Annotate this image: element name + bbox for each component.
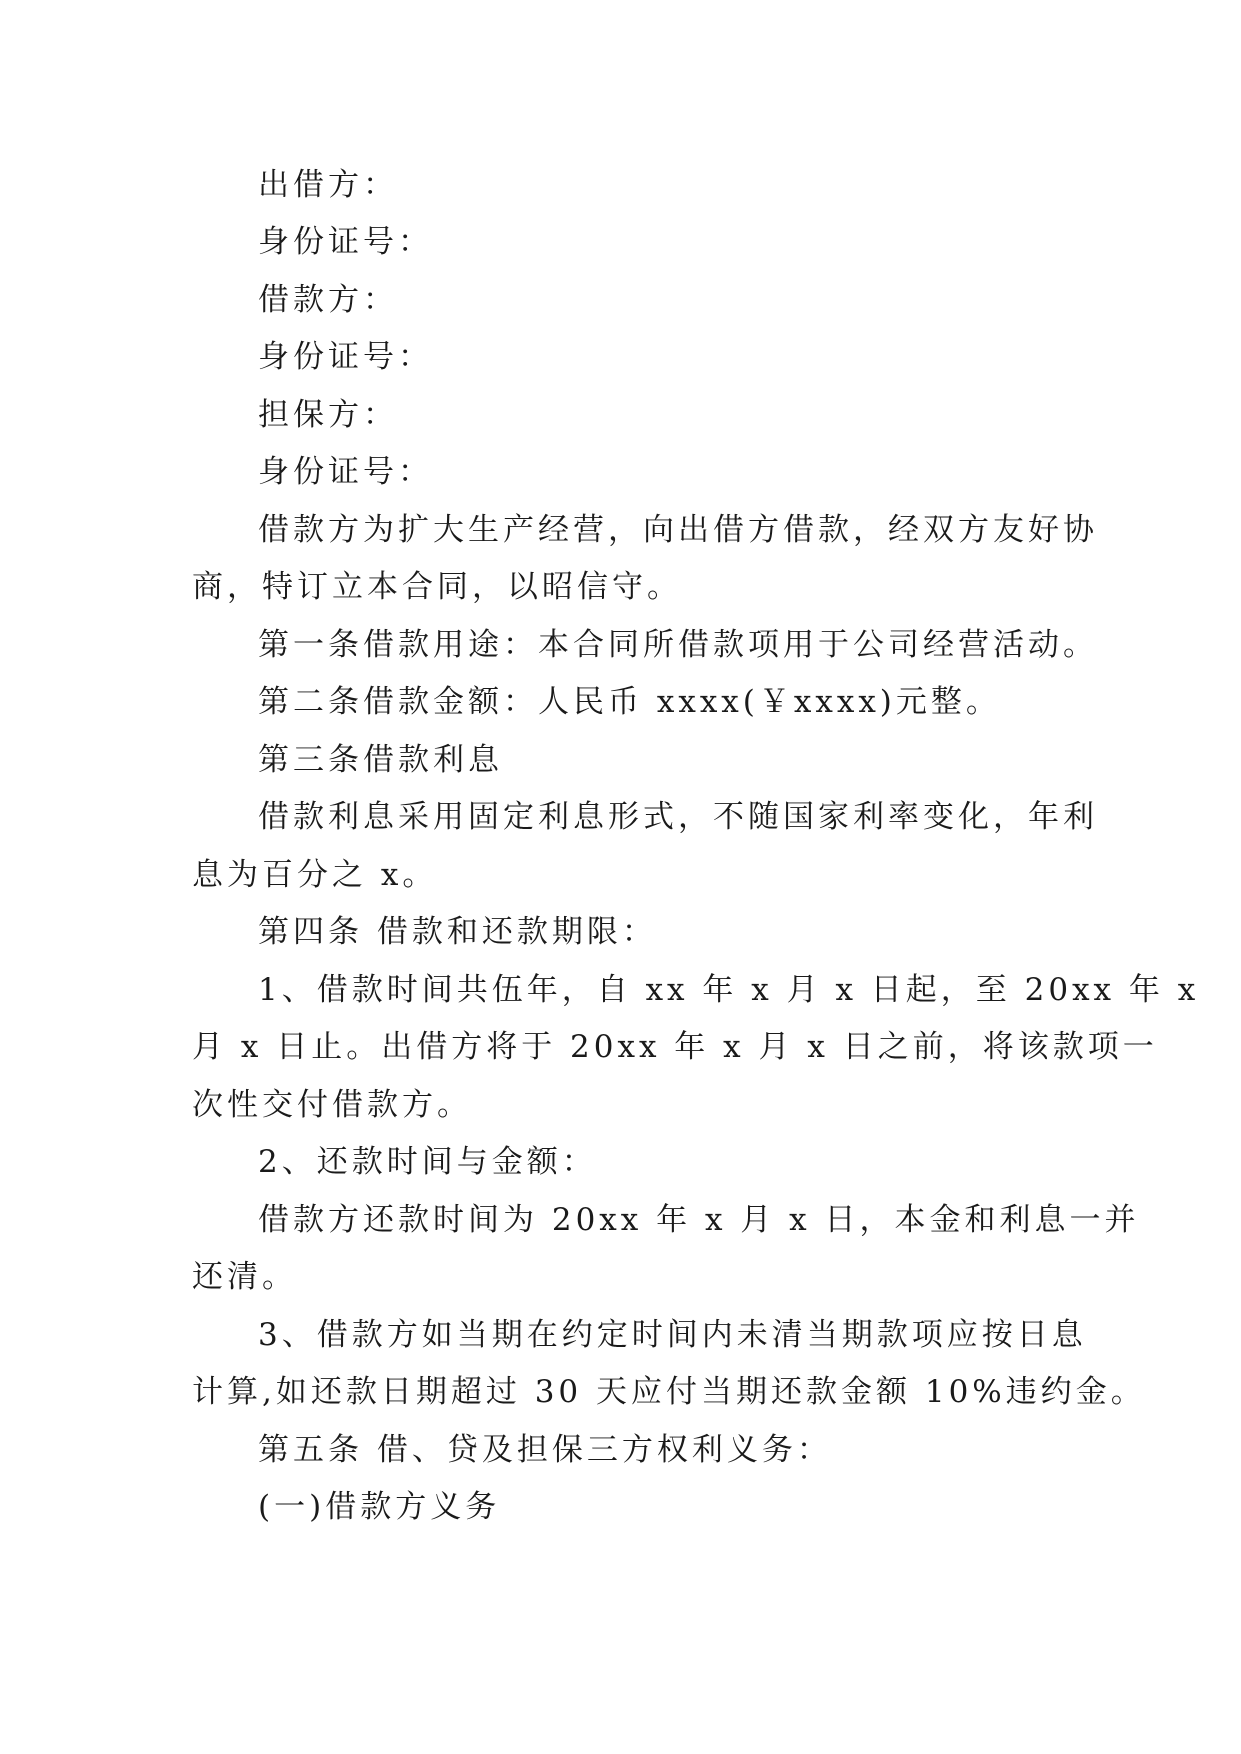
article-4-item-1-line-2: 月 x 日止。出借方将于 20xx 年 x 月 x 日之前，将该款项一: [192, 1029, 1158, 1065]
guarantor-id-label: 身份证号：: [258, 454, 433, 490]
article-4-item-2-line-2: 还清。: [192, 1259, 297, 1295]
article-4-item-1-line-3: 次性交付借款方。: [192, 1087, 472, 1123]
article-3-heading: 第三条借款利息: [258, 742, 503, 778]
article-3-line-1: 借款利息采用固定利息形式，不随国家利率变化，年利: [258, 799, 1098, 835]
article-4-item-2-line-1: 借款方还款时间为 20xx 年 x 月 x 日，本金和利息一并: [258, 1202, 1140, 1238]
article-4-item-2-heading: 2、还款时间与金额：: [258, 1144, 597, 1180]
article-5-sub-1: (一)借款方义务: [258, 1489, 501, 1525]
article-4-item-1-line-1: 1、借款时间共伍年，自 xx 年 x 月 x 日起，至 20xx 年 x: [258, 972, 1200, 1008]
article-4-heading: 第四条 借款和还款期限：: [258, 914, 657, 950]
article-2: 第二条借款金额：人民币 xxxx(￥xxxx)元整。: [258, 684, 1001, 720]
borrower-id-label: 身份证号：: [258, 339, 433, 375]
article-4-item-3-line-2: 计算,如还款日期超过 30 天应付当期还款金额 10%违约金。: [192, 1374, 1146, 1410]
article-1: 第一条借款用途：本合同所借款项用于公司经营活动。: [258, 627, 1098, 663]
preamble-line-1: 借款方为扩大生产经营，向出借方借款，经双方友好协: [258, 512, 1098, 548]
borrower-label: 借款方：: [258, 282, 398, 318]
article-3-line-2: 息为百分之 x。: [192, 857, 438, 893]
lender-id-label: 身份证号：: [258, 224, 433, 260]
preamble-line-2: 商，特订立本合同，以昭信守。: [192, 569, 682, 605]
article-4-item-3-line-1: 3、借款方如当期在约定时间内未清当期款项应按日息: [258, 1317, 1087, 1353]
article-5-heading: 第五条 借、贷及担保三方权利义务：: [258, 1432, 832, 1468]
lender-label: 出借方：: [258, 167, 398, 203]
guarantor-label: 担保方：: [258, 397, 398, 433]
